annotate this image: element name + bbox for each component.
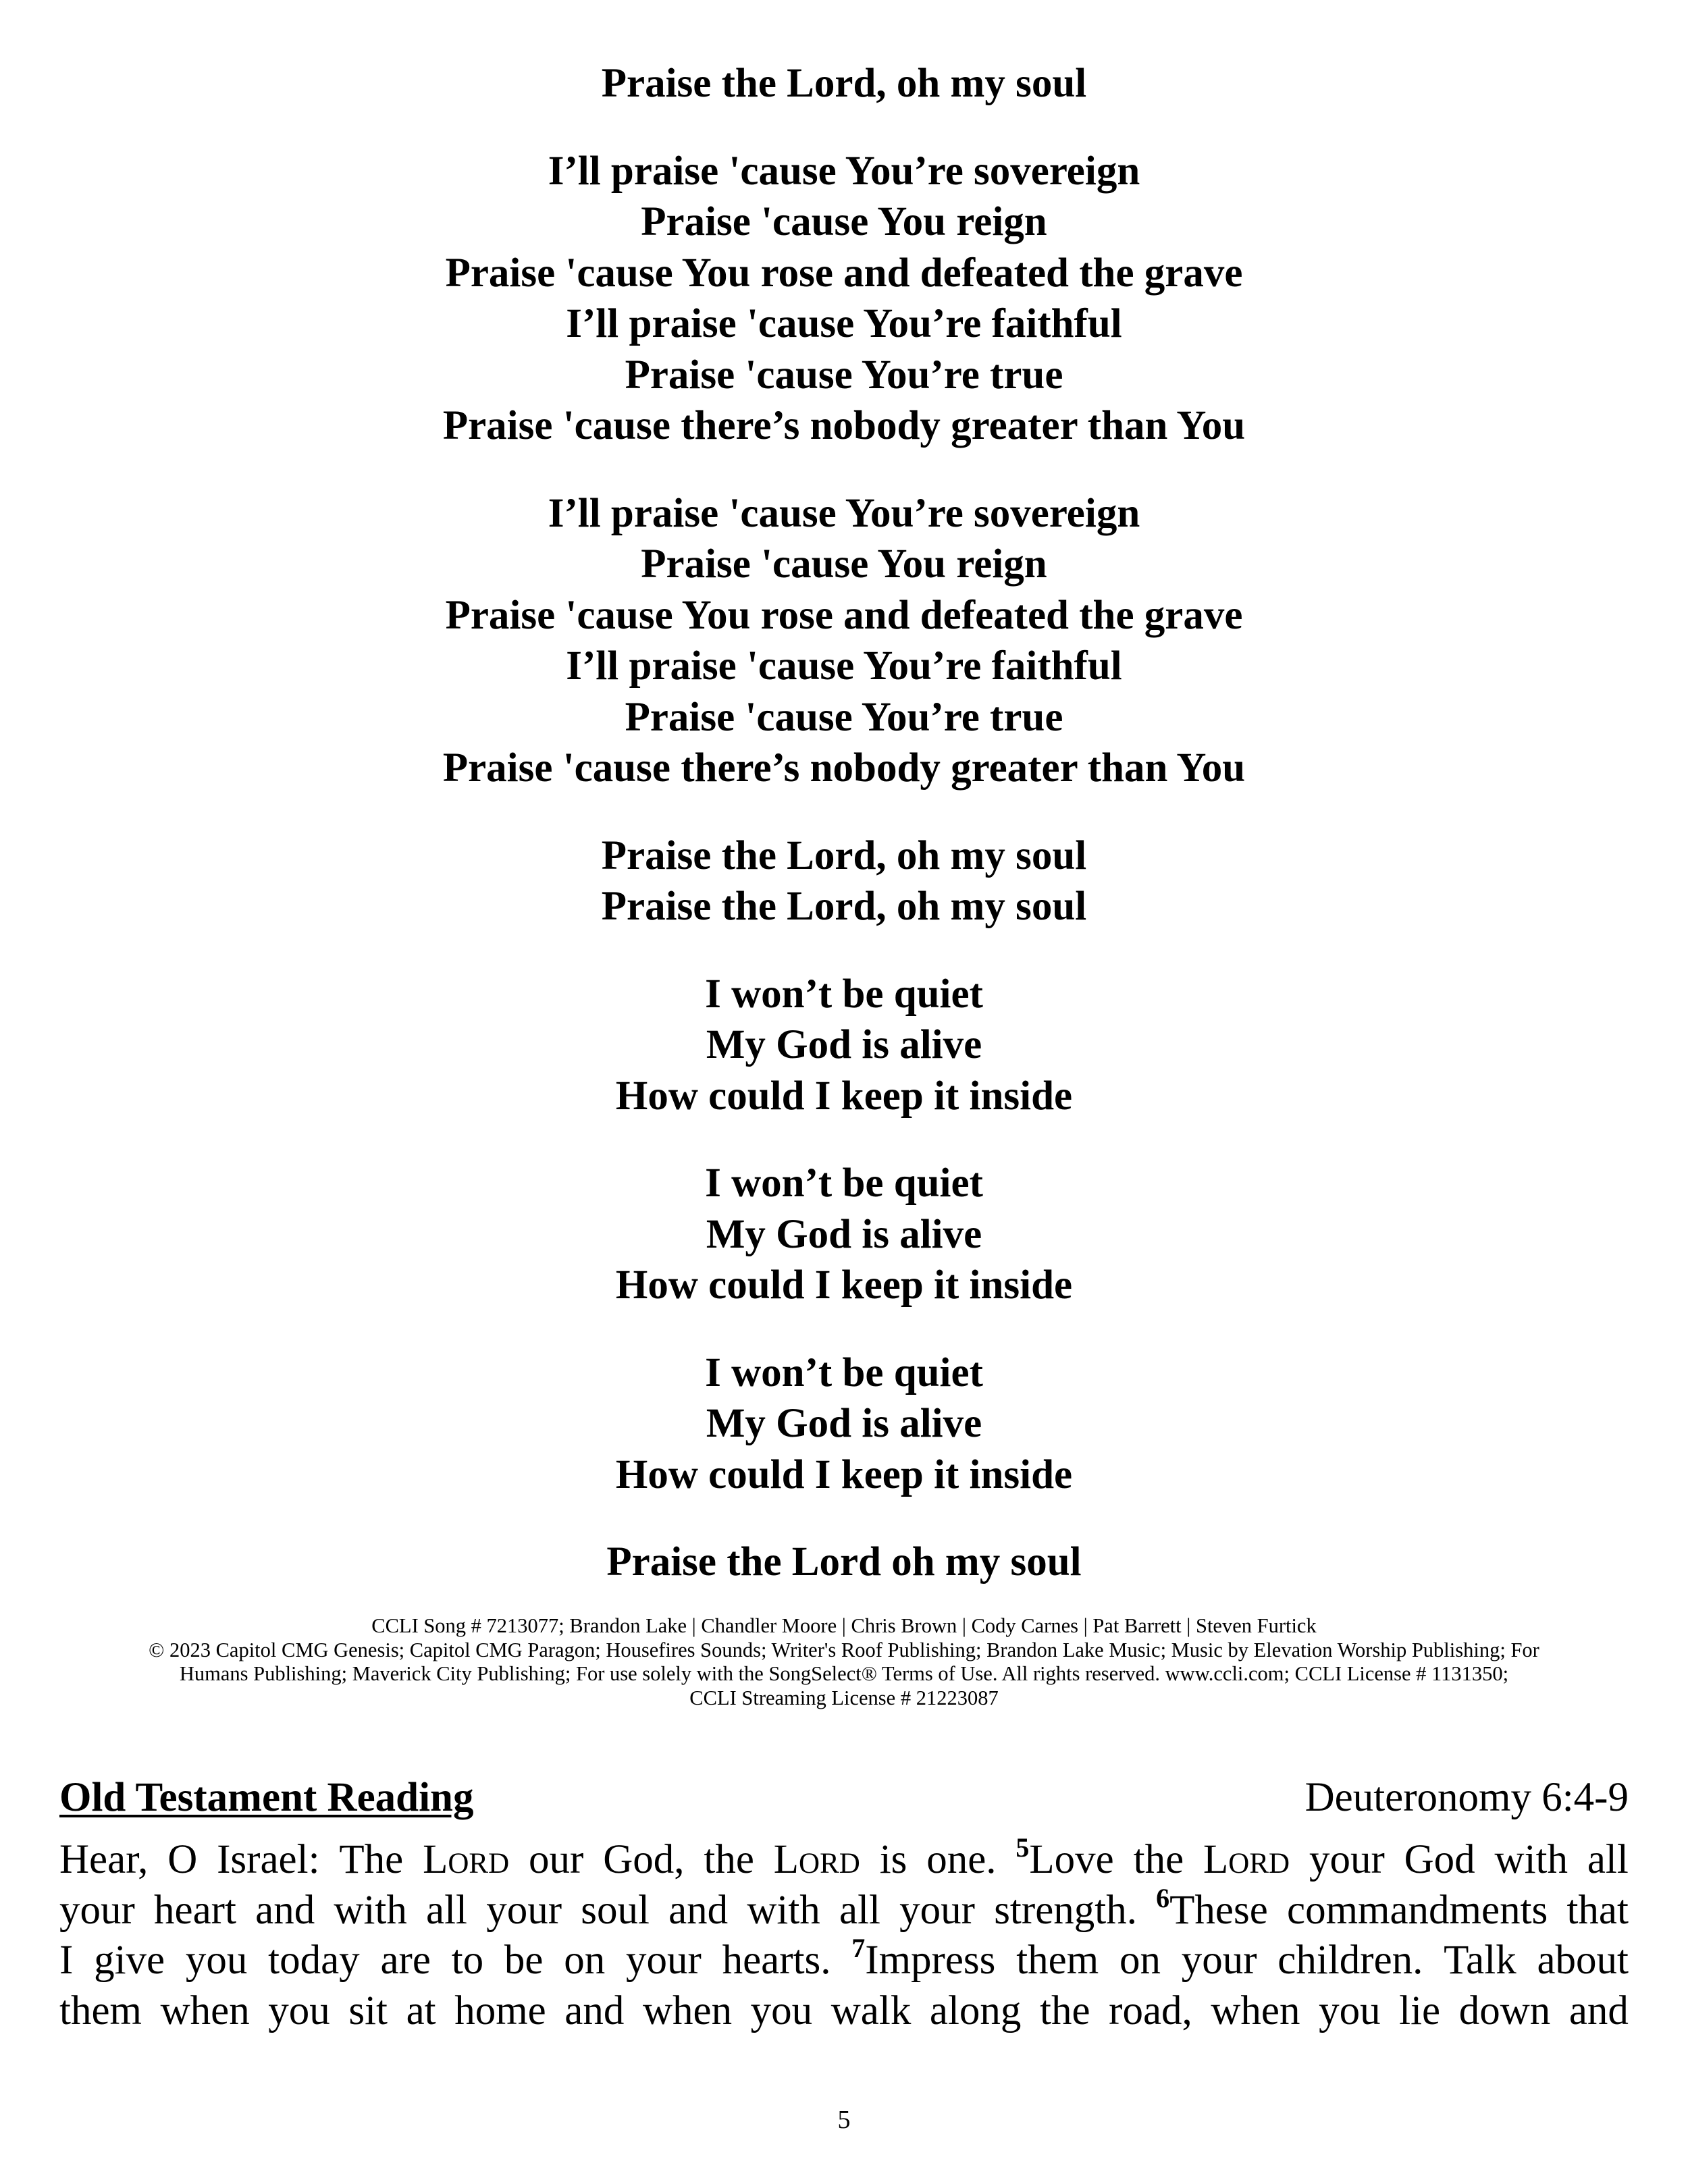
word: and [255,1887,315,1933]
reading-header [59,1774,1629,1828]
word: today [268,1938,360,1983]
lyric-line: I won’t be quiet [705,1161,983,1206]
word: the [1133,1837,1184,1882]
word: on [1119,1938,1161,1983]
word: our [529,1837,584,1882]
verse-number: 7 [851,1933,866,1963]
divine-name: Lord [1203,1837,1290,1882]
reading-line [59,1986,1629,2037]
lyric-line: How could I keep it inside [615,1262,1073,1308]
reading-word [1459,1986,1551,2037]
word: and [668,1887,729,1933]
reading-word [1211,1986,1300,2037]
word: soul [581,1887,650,1933]
lyric-line: My God is alive [706,1211,982,1257]
word: all [1587,1837,1629,1882]
reading-word [1040,1986,1090,2037]
word: about [1537,1938,1629,1983]
word: all [426,1887,468,1933]
word: road, [1109,1988,1192,2033]
reading-word [1016,1936,1099,1986]
word: the [1040,1988,1090,2033]
reading-word [564,1936,605,1986]
lyric-line: My God is alive [706,1022,982,1067]
word: when [1211,1988,1300,2033]
word: walk [830,1988,912,2033]
word: God, [603,1837,685,1882]
word: are [380,1938,431,1983]
reading-word [504,1936,544,1986]
reading-word [59,1835,148,1886]
lyric-stanza [0,488,1688,794]
word: on [564,1938,606,1983]
word: your [899,1887,975,1933]
reading-word [186,1936,248,1986]
ccli-credits [108,1614,1580,1710]
lyric-line: Praise 'cause You’re true [625,694,1063,740]
word: heart [154,1887,236,1933]
reading-word [930,1986,1022,2037]
word: and [564,1988,625,2033]
reading-word [643,1986,732,2037]
reading-line [59,1882,1629,1936]
reading-word [626,1936,702,1986]
word: with [747,1887,820,1933]
word: commandments [1287,1887,1548,1933]
reading-word [1203,1835,1290,1886]
reading-word [668,1886,728,1936]
reading-word [1109,1986,1192,2037]
song-lyrics [0,58,1688,1588]
reading-word [1404,1835,1475,1886]
divine-name: Lord [773,1837,860,1882]
reading-word [994,1886,1137,1936]
reading-word [268,1936,360,1986]
lyric-line: I’ll praise 'cause You’re faithful [566,301,1122,346]
lyric-line: Praise the Lord oh my soul [606,1539,1082,1584]
word: lie [1399,1988,1441,2033]
lyric-line: Praise 'cause You rose and defeated the grave [445,592,1243,638]
word: Talk [1444,1938,1516,1983]
reading-word [581,1886,650,1936]
reading-line [59,1832,1629,1886]
reading-word [161,1986,250,2037]
reading-word [1537,1936,1629,1986]
lyric-line: I won’t be quiet [705,1350,983,1395]
reading-reference: Deuteronomy 6:4-9 [1304,1775,1629,1820]
word: your [1181,1938,1257,1983]
reading-word [1444,1936,1516,1986]
reading-word [722,1936,831,1986]
reading-word [704,1835,754,1886]
reading-word [1119,1936,1161,1986]
reading-word [774,1835,860,1886]
word: your [1309,1837,1385,1882]
lyric-line: Praise the Lord, oh my soul [601,61,1087,106]
word: along [929,1988,1022,2033]
verse-number: 6 [1156,1882,1170,1913]
lyric-line: I’ll praise 'cause You’re sovereign [548,490,1140,536]
word: one. [926,1837,997,1882]
credits-publishing-line: Humans Publishing; Maverick City Publishing; For use solely with the SongSelect® Terms of Use. All rights reserved. www.ccli.com; CCLI License # 1131350; [179,1662,1509,1685]
reading-word [1569,1986,1629,2037]
reading-word [339,1835,403,1886]
word: I [59,1938,74,1983]
reading-word [454,1986,546,2037]
word: children. [1277,1938,1423,1983]
word: home [454,1988,546,2033]
word: God [1404,1837,1475,1882]
reading-word [406,1986,436,2037]
word: when [160,1988,250,2033]
word: Impress [865,1938,996,1983]
reading-word [217,1835,319,1886]
reading-word [268,1986,330,2037]
word: and [1568,1988,1629,2033]
lyric-stanza [0,146,1688,452]
word: O [167,1837,198,1882]
word: them [1016,1938,1099,1983]
word: Israel: [217,1837,320,1882]
reading-word [94,1936,165,1986]
reading-word [59,1936,73,1986]
lyric-line: Praise 'cause You reign [641,541,1047,587]
reading-word [1134,1835,1184,1886]
lyric-stanza [0,1348,1688,1501]
reading-word [59,1986,142,2037]
reading-word [380,1936,430,1986]
word: hearts. [722,1938,831,1983]
reading-word [564,1986,624,2037]
reading-word [154,1886,236,1936]
word: Hear, [59,1837,149,1882]
page-number: 5 [837,2106,851,2134]
lyric-line: My God is alive [706,1401,982,1446]
verse-number: 5 [1016,1832,1030,1863]
reading-word [747,1886,820,1936]
word: that [1566,1887,1629,1933]
reading-word [1566,1886,1628,1936]
credits-song-line: CCLI Song # 7213077; Brandon Lake | Chandler Moore | Chris Brown | Cody Carnes | Pat Barrett | Steven Furtick [371,1614,1317,1637]
word: Love [1029,1837,1114,1882]
lyric-line: Praise 'cause there’s nobody greater than You [442,403,1246,448]
reading-word [426,1886,467,1936]
reading-word [423,1835,509,1886]
reading-word [603,1835,684,1886]
reading-word [348,1986,388,2037]
word: These [1169,1887,1268,1933]
lyric-stanza [0,1158,1688,1311]
credits-license-line: CCLI Streaming License # 21223087 [689,1686,999,1709]
reading-word [1287,1886,1548,1936]
word: The [339,1837,404,1882]
lyric-line: Praise 'cause You reign [641,199,1047,244]
word: you [750,1988,813,2033]
reading-word [486,1886,562,1936]
lyric-line: I’ll praise 'cause You’re sovereign [548,148,1140,194]
reading-word [1319,1986,1381,2037]
reading-word [529,1835,583,1886]
word: give [94,1938,165,1983]
word: strength. [994,1887,1137,1933]
word: your [486,1887,562,1933]
word: down [1458,1988,1551,2033]
word: with [1494,1837,1568,1882]
reading-word [1277,1936,1423,1986]
reading-word [1182,1936,1257,1986]
reading-line [59,1933,1629,1986]
word: is [879,1837,907,1882]
word: your [626,1938,702,1983]
lyric-line: Praise 'cause You rose and defeated the grave [445,250,1243,296]
reading-word [255,1886,315,1936]
reading-word [899,1886,975,1936]
lyric-line: Praise the Lord, oh my soul [601,832,1087,878]
credits-copyright-line: © 2023 Capitol CMG Genesis; Capitol CMG Paragon; Housefires Sounds; Writer's Roof Publishing; Brandon Lake Music; Music by Elevation Worship Publishing; For [149,1638,1539,1661]
reading-word [880,1835,907,1886]
lyric-line: I won’t be quiet [705,971,983,1017]
word: all [839,1887,880,1933]
word: with [334,1887,407,1933]
lyric-stanza [0,1537,1688,1588]
reading-word [59,1886,135,1936]
lyric-line: Praise the Lord, oh my soul [601,884,1087,929]
reading-word [831,1986,912,2037]
lyric-stanza [0,830,1688,932]
lyric-line: How could I keep it inside [615,1451,1073,1497]
reading-word [751,1986,813,2037]
word: to [451,1938,484,1983]
word: at [406,1988,436,2033]
word: your [59,1887,135,1933]
reading-text [59,1832,1629,2036]
lyric-line: How could I keep it inside [615,1073,1073,1119]
reading-word [1587,1835,1629,1886]
reading-word [1399,1986,1440,2037]
word: you [185,1938,248,1983]
lyric-line: I’ll praise 'cause You’re faithful [566,643,1122,689]
word: sit [348,1988,388,2033]
reading-word [167,1835,197,1886]
reading-title: Old Testament Reading [59,1775,474,1820]
reading-word [851,1933,996,1986]
lyric-stanza [0,58,1688,109]
lyric-line: Praise 'cause You’re true [625,352,1063,398]
lyric-stanza [0,969,1688,1122]
word: be [504,1938,544,1983]
reading-word [1156,1882,1268,1936]
reading-word [926,1835,996,1886]
word: when [642,1988,733,2033]
lyric-line: Praise 'cause there’s nobody greater than You [442,745,1246,791]
reading-word [334,1886,406,1936]
reading-word [452,1936,483,1986]
reading-word [1309,1835,1385,1886]
reading-word [839,1886,880,1936]
divine-name: Lord [423,1837,510,1882]
word: them [59,1988,142,2033]
reading-word [1495,1835,1568,1886]
word: you [268,1988,330,2033]
reading-word [1016,1832,1114,1886]
word: you [1319,1988,1381,2033]
word: the [704,1837,754,1882]
